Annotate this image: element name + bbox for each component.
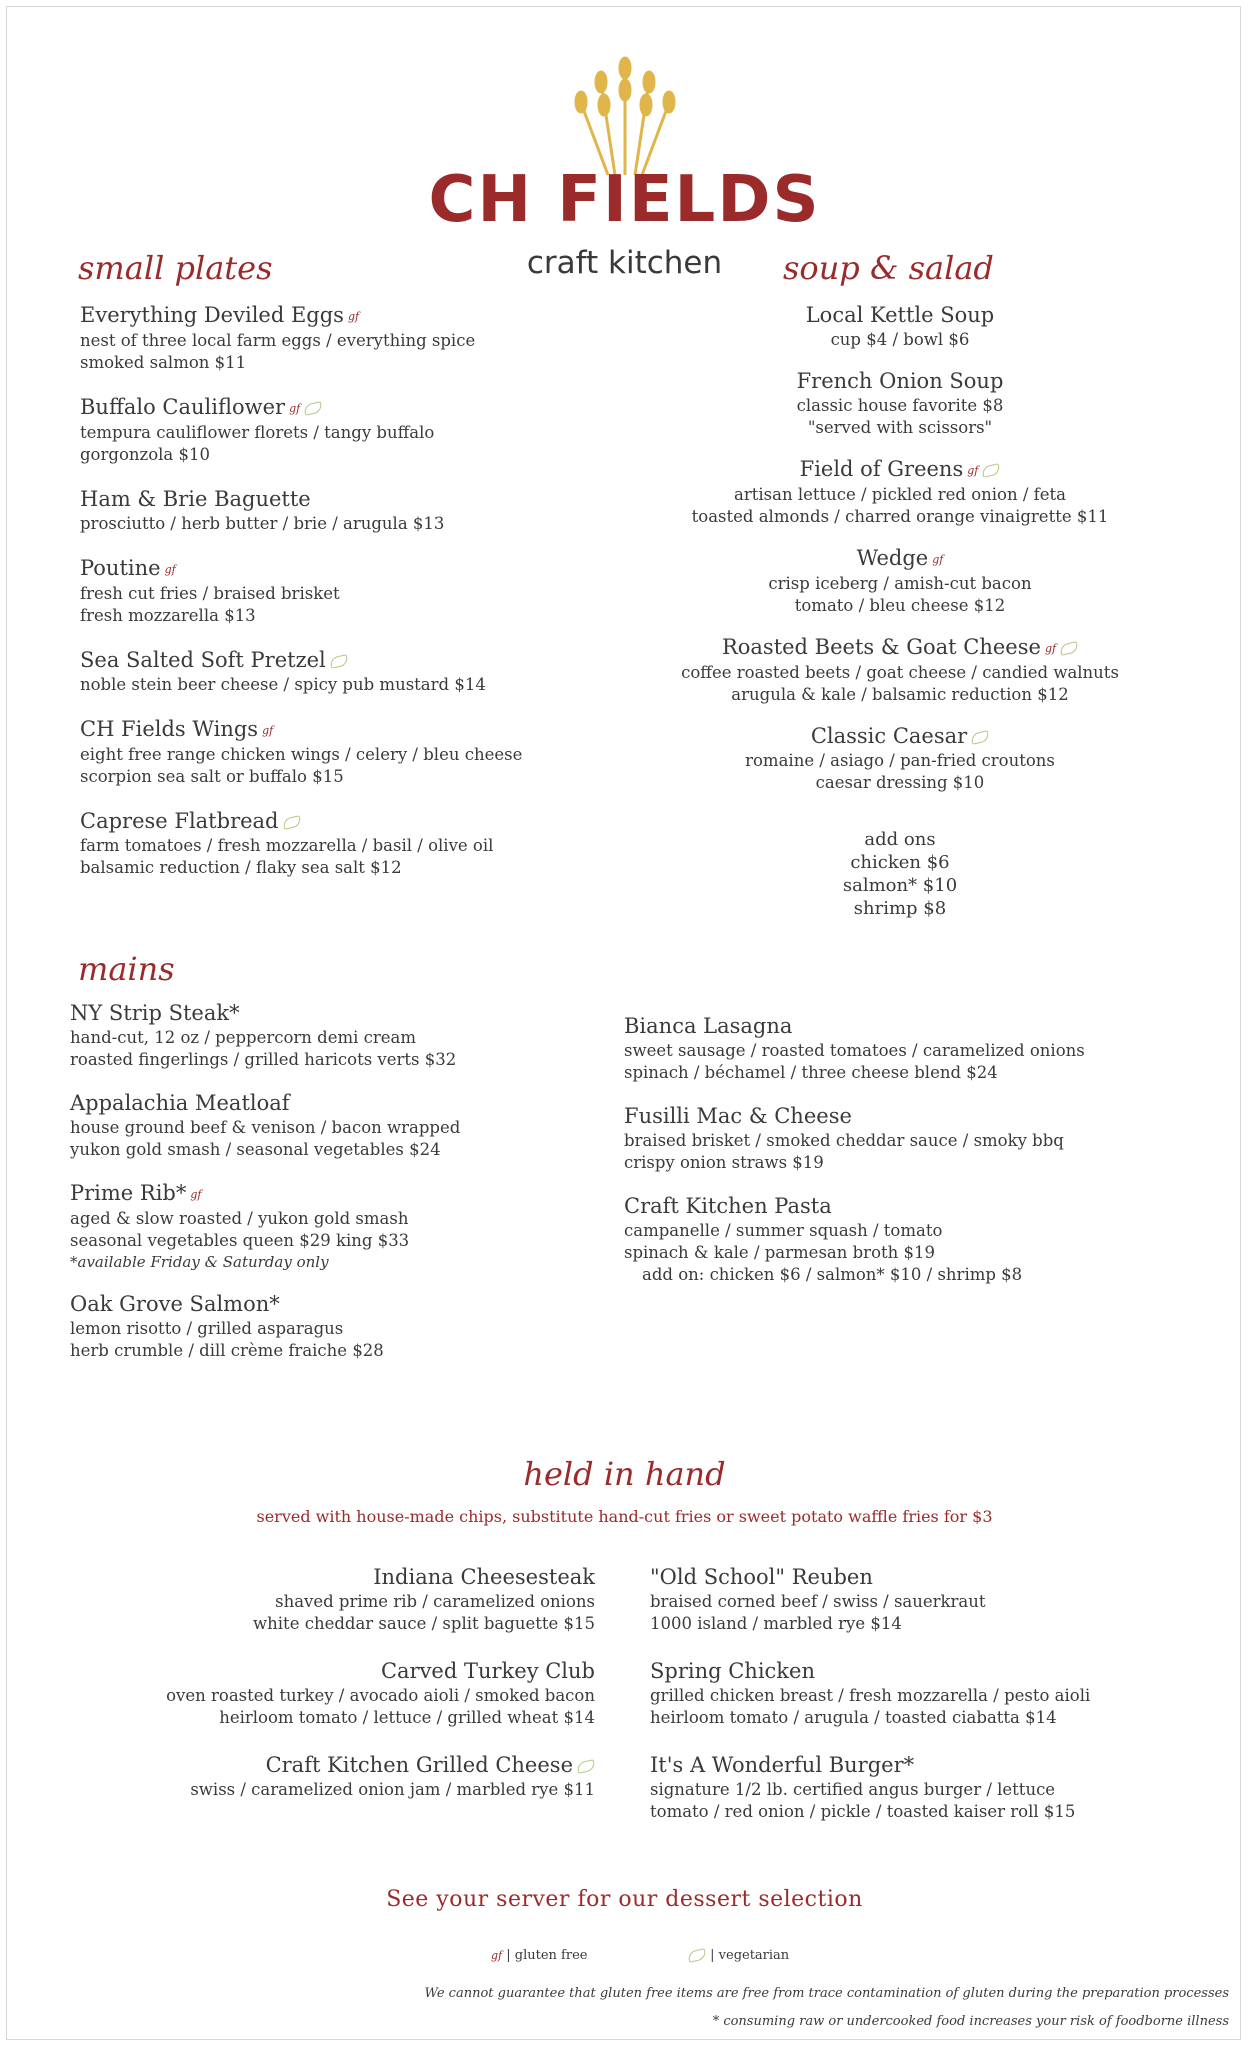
gluten-free-icon: gf: [347, 310, 360, 323]
menu-item-name: [650, 1564, 1090, 1591]
menu-item-name: [630, 302, 1170, 329]
logo-name: CH FIELDS: [428, 163, 821, 237]
menu-item-description: braised corned beef / swiss / sauerkraut: [650, 1592, 986, 1611]
menu-item: [624, 1193, 1085, 1286]
menu-item-description: oven roasted turkey / avocado aioli / smoked bacon: [166, 1686, 595, 1705]
menu-item-name: [630, 634, 1170, 662]
logo-subtitle: craft kitchen: [526, 245, 723, 281]
menu-item: [80, 647, 522, 696]
menu-item-name: [630, 545, 1170, 573]
menu-item-description: grilled chicken breast / fresh mozzarella / pesto aioli: [650, 1686, 1091, 1705]
menu-item-name-text: Craft Kitchen Pasta: [624, 1194, 832, 1218]
mains-left-list: [70, 1000, 460, 1381]
menu-item-name-text: NY Strip Steak*: [70, 1001, 240, 1025]
gluten-disclaimer: We cannot guarantee that gluten free items are free from trace contamination of gluten during the preparation processes: [424, 1986, 1229, 2001]
menu-item: [70, 1090, 460, 1161]
menu-item: [80, 716, 522, 788]
menu-item-name-text: Indiana Cheesesteak: [373, 1565, 595, 1589]
menu-item-description: artisan lettuce / pickled red onion / feta: [734, 485, 1066, 504]
menu-item: [166, 1658, 595, 1729]
menu-item-name-text: Prime Rib*: [70, 1181, 187, 1205]
menu-item-name-text: Buffalo Cauliflower: [80, 395, 286, 419]
menu-item-name-text: Craft Kitchen Grilled Cheese: [265, 1753, 573, 1777]
menu-item-name-text: Roasted Beets & Goat Cheese: [721, 635, 1041, 659]
gluten-free-icon: gf: [491, 1949, 503, 1962]
menu-item-description: spinach / béchamel / three cheese blend $24: [624, 1063, 998, 1082]
menu-item-description: coffee roasted beets / goat cheese / candied walnuts: [681, 663, 1119, 682]
menu-item-description: heirloom tomato / arugula / toasted ciabatta $14: [650, 1708, 1057, 1727]
menu-item-description: shaved prime rib / caramelized onions: [275, 1592, 595, 1611]
menu-item-name-text: It's A Wonderful Burger*: [650, 1753, 915, 1777]
menu-item-description: lemon risotto / grilled asparagus: [70, 1319, 344, 1338]
add-on-item: salmon* $10: [842, 875, 958, 896]
vegetarian-leaf-icon: [970, 730, 990, 745]
menu-item-description: scorpion sea salt or buffalo $15: [80, 767, 344, 786]
menu-item-name: [650, 1752, 1090, 1779]
menu-item-name: [624, 1013, 1085, 1040]
menu-item-name: [630, 456, 1170, 484]
held-in-hand-right-list: [650, 1564, 1090, 1846]
gluten-free-icon: gf: [164, 563, 176, 576]
menu-item-name-text: Classic Caesar: [810, 724, 968, 748]
add-ons-heading: add ons: [864, 829, 936, 850]
legend-gluten-free: gf | gluten free: [491, 1948, 588, 1963]
menu-item-name: [630, 368, 1170, 395]
menu-item-name-text: French Onion Soup: [796, 369, 1004, 393]
menu-item-name: [80, 555, 522, 583]
menu-item-description: add on: chicken $6 / salmon* $10 / shrimp $8: [642, 1265, 1023, 1284]
menu-item-name-text: Fusilli Mac & Cheese: [624, 1104, 852, 1128]
menu-item-name: [80, 302, 522, 330]
menu-item-description: braised brisket / smoked cheddar sauce / smoky bbq: [624, 1131, 1064, 1150]
menu-item-name-text: Appalachia Meatloaf: [70, 1091, 290, 1115]
menu-item-name: [630, 723, 1170, 750]
menu-item-description: spinach & kale / parmesan broth $19: [624, 1243, 935, 1262]
vegetarian-leaf-icon: [282, 815, 302, 830]
legend-gf-label: gluten free: [514, 1948, 588, 1963]
menu-item-description: "served with scissors": [807, 418, 993, 437]
menu-item-name-text: Ham & Brie Baguette: [80, 487, 311, 511]
section-title-small-plates: small plates: [78, 249, 273, 287]
menu-item-description: campanelle / summer squash / tomato: [624, 1221, 943, 1240]
menu-item: [70, 1180, 460, 1272]
menu-item-description: tomato / red onion / pickle / toasted kaiser roll $15: [650, 1802, 1076, 1821]
menu-item-name-text: Field of Greens: [799, 457, 964, 481]
menu-item-name-text: Wedge: [856, 546, 929, 570]
menu-item-name-text: Poutine: [80, 556, 161, 580]
small-plates-list: [80, 302, 522, 899]
menu-item: [630, 634, 1170, 706]
menu-item-name: [70, 1180, 460, 1208]
menu-item-name-text: Carved Turkey Club: [380, 1659, 595, 1683]
menu-item-name: [624, 1103, 1085, 1130]
legend-veg-label: vegetarian: [718, 1948, 790, 1963]
menu-item-name-text: Sea Salted Soft Pretzel: [80, 648, 326, 672]
menu-item-name: [166, 1564, 595, 1591]
menu-item-description: noble stein beer cheese / spicy pub mustard $14: [80, 675, 486, 694]
menu-item-description: white cheddar sauce / split baguette $15: [253, 1614, 595, 1633]
menu-item-description: house ground beef & venison / bacon wrapped: [70, 1118, 461, 1137]
menu-item-description: heirloom tomato / lettuce / grilled wheat $14: [219, 1708, 595, 1727]
menu-item-description: herb crumble / dill crème fraiche $28: [70, 1341, 384, 1360]
menu-item-name-text: "Old School" Reuben: [650, 1565, 873, 1589]
add-ons: [630, 828, 1170, 920]
menu-item-name: [80, 808, 522, 835]
menu-item-description: romaine / asiago / pan-fried croutons: [745, 751, 1055, 770]
menu-item: [166, 1564, 595, 1635]
mains-right-list: [624, 1013, 1085, 1305]
menu-item: [624, 1103, 1085, 1174]
menu-item: [70, 1000, 460, 1071]
menu-item: [80, 555, 522, 627]
menu-item-description: yukon gold smash / seasonal vegetables $24: [70, 1140, 441, 1159]
menu-item: [630, 368, 1170, 439]
menu-item-name: [70, 1090, 460, 1117]
menu-item: [80, 808, 522, 879]
menu-item-description: signature 1/2 lb. certified angus burger / lettuce: [650, 1780, 1056, 1799]
menu-item-name: [166, 1752, 595, 1779]
menu-item-description: seasonal vegetables queen $29 king $33: [70, 1231, 410, 1250]
menu-item-description: smoked salmon $11: [80, 353, 247, 372]
menu-item-description: roasted fingerlings / grilled haricots verts $32: [70, 1050, 457, 1069]
soup-salad-list: [630, 302, 1170, 811]
menu-item-name-text: Spring Chicken: [650, 1659, 815, 1683]
vegetarian-leaf-icon: [687, 1948, 707, 1963]
menu-item-description: arugula & kale / balsamic reduction $12: [731, 685, 1069, 704]
menu-item-name: [80, 647, 522, 674]
gluten-free-icon: gf: [1044, 642, 1057, 655]
menu-item-note: *available Friday & Saturday only: [70, 1253, 329, 1271]
menu-item: [80, 302, 522, 374]
section-title-mains: mains: [78, 950, 175, 988]
menu-item-description: toasted almonds / charred orange vinaigrette $11: [691, 507, 1109, 526]
menu-item-description: tomato / bleu cheese $12: [794, 596, 1006, 615]
wheat-icon: [560, 50, 690, 180]
gluten-free-icon: gf: [262, 724, 274, 737]
menu-item-description: crispy onion straws $19: [624, 1153, 824, 1172]
menu-item-name: [70, 1291, 460, 1318]
menu-item-description: cup $4 / bowl $6: [830, 330, 970, 349]
gluten-free-icon: gf: [289, 402, 301, 415]
menu-item-description: classic house favorite $8: [796, 396, 1004, 415]
menu-item-name-text: CH Fields Wings: [80, 717, 259, 741]
menu-item-description: balsamic reduction / flaky sea salt $12: [80, 858, 402, 877]
menu-item-description: hand-cut, 12 oz / peppercorn demi cream: [70, 1028, 417, 1047]
menu-item-description: caesar dressing $10: [815, 773, 985, 792]
menu-item-description: sweet sausage / roasted tomatoes / caramelized onions: [624, 1041, 1085, 1060]
menu-item: [650, 1658, 1090, 1729]
menu-item-name: [650, 1658, 1090, 1685]
menu-item-name: [624, 1193, 1085, 1220]
served-with-note: served with house-made chips, substitute hand-cut fries or sweet potato waffle fries for $3: [256, 1507, 993, 1526]
vegetarian-leaf-icon: [576, 1759, 596, 1774]
menu-item-description: nest of three local farm eggs / everything spice: [80, 331, 476, 350]
menu-item: [630, 456, 1170, 528]
menu-item-name-text: Bianca Lasagna: [624, 1014, 793, 1038]
menu-item-name-text: Local Kettle Soup: [805, 303, 995, 327]
add-on-item: chicken $6: [850, 852, 950, 873]
menu-item-name-text: Everything Deviled Eggs: [80, 303, 344, 327]
menu-item-description: fresh cut fries / braised brisket: [80, 584, 340, 603]
menu-item: [80, 486, 522, 535]
menu-item: [630, 302, 1170, 351]
menu-item-description: gorgonzola $10: [80, 445, 210, 464]
menu-item-description: tempura cauliflower florets / tangy buffalo: [80, 423, 435, 442]
menu-item: [624, 1013, 1085, 1084]
menu-item: [166, 1752, 595, 1801]
vegetarian-leaf-icon: [303, 401, 323, 416]
menu-item-description: crisp iceberg / amish-cut bacon: [768, 574, 1032, 593]
vegetarian-leaf-icon: [1059, 641, 1079, 656]
menu-item: [650, 1564, 1090, 1635]
menu-item-description: farm tomatoes / fresh mozzarella / basil / olive oil: [80, 836, 494, 855]
gluten-free-icon: gf: [932, 553, 944, 566]
menu-item-name-text: Caprese Flatbread: [80, 809, 279, 833]
menu-item: [70, 1291, 460, 1362]
gluten-free-icon: gf: [967, 464, 979, 477]
vegetarian-leaf-icon: [981, 463, 1001, 478]
vegetarian-leaf-icon: [329, 654, 349, 669]
menu-item-name-text: Oak Grove Salmon*: [70, 1292, 280, 1316]
menu-item-description: fresh mozzarella $13: [80, 606, 256, 625]
menu-item: [630, 545, 1170, 617]
menu-item: [650, 1752, 1090, 1823]
held-in-hand-left-list: [166, 1564, 595, 1824]
menu-item-name: [80, 486, 522, 513]
menu-item-description: prosciutto / herb butter / brie / arugula $13: [80, 514, 445, 533]
section-title-soup-salad: soup & salad: [783, 249, 994, 287]
menu-item-name: [80, 394, 522, 422]
menu-item: [80, 394, 522, 466]
menu-item-description: 1000 island / marbled rye $14: [650, 1614, 902, 1633]
raw-food-disclaimer: * consuming raw or undercooked food increases your risk of foodborne illness: [712, 2014, 1229, 2029]
add-on-item: shrimp $8: [853, 898, 947, 919]
section-title-held-in-hand: held in hand: [523, 1455, 726, 1493]
menu-item-name: [70, 1000, 460, 1027]
menu-item-name: [80, 716, 522, 744]
menu-item: [630, 723, 1170, 794]
legend-vegetarian: | vegetarian: [684, 1948, 789, 1963]
menu-item-description: eight free range chicken wings / celery / bleu cheese: [80, 745, 523, 764]
menu-item-description: swiss / caramelized onion jam / marbled rye $11: [190, 1780, 595, 1799]
gluten-free-icon: gf: [190, 1188, 202, 1201]
menu-item-description: aged & slow roasted / yukon gold smash: [70, 1209, 409, 1228]
menu-item-name: [166, 1658, 595, 1685]
dessert-note: See your server for our dessert selection: [386, 1887, 863, 1912]
